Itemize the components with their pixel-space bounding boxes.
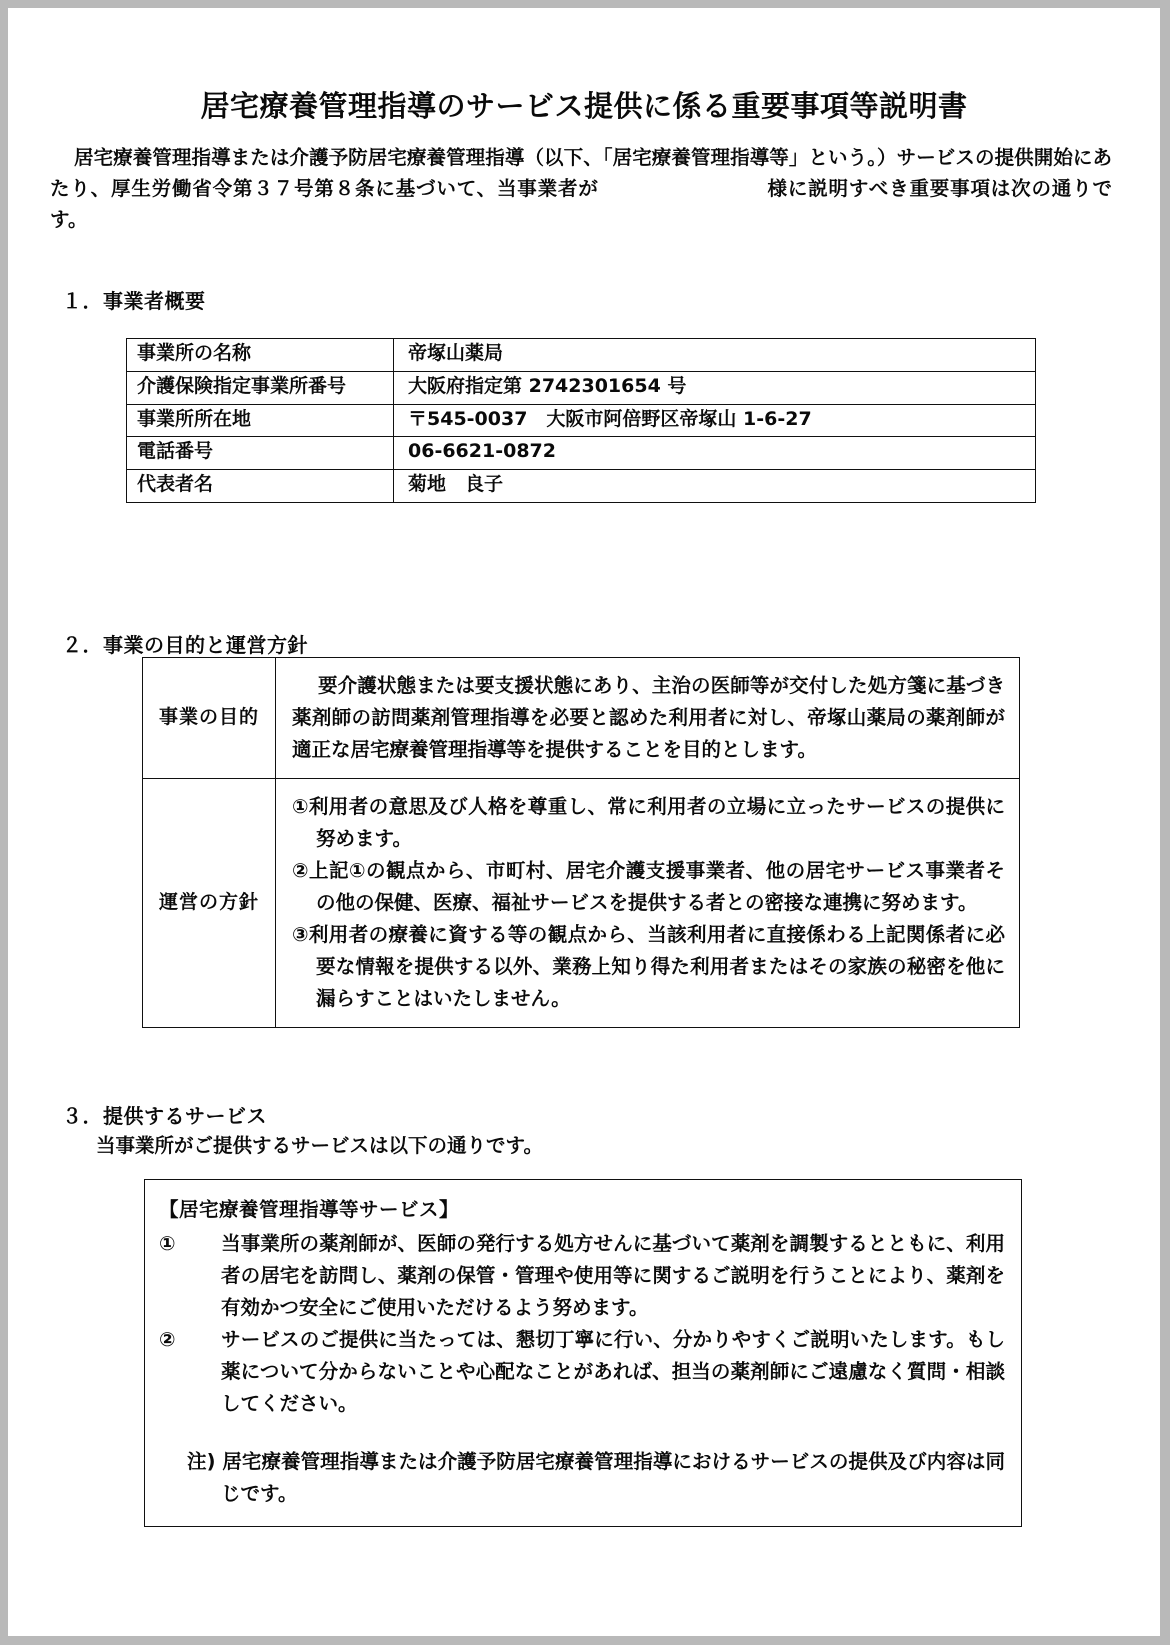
purpose-label: 事業の目的 bbox=[143, 658, 276, 779]
intro-line-1: 居宅療養管理指導または介護予防居宅療養管理指導（以下、「居宅療養管理指導等」という。）サービスの bbox=[74, 146, 995, 169]
row-label: 電話番号 bbox=[127, 437, 394, 470]
row-value: 菊地 良子 bbox=[394, 470, 1036, 503]
row-value: 帝塚山薬局 bbox=[394, 339, 1036, 372]
list-item: ②上記①の観点から、市町村、居宅介護支援事業者、他の居宅サービス事業者その他の保健、医療、福祉サービスを提供する者との密接な連携に努めます。 bbox=[292, 859, 1005, 914]
policy-value bbox=[276, 779, 1020, 1028]
services-note bbox=[159, 1446, 1005, 1510]
note-text: 居宅療養管理指導または介護予防居宅療養管理指導におけるサービスの提供及び内容は同じです。 bbox=[221, 1450, 1005, 1505]
document-page bbox=[8, 8, 1160, 1636]
services-list bbox=[159, 1228, 1005, 1420]
table-row bbox=[127, 470, 1036, 503]
intro-line-3: 重要事項は次の通りです。 bbox=[50, 177, 1112, 231]
section-3-lead: 当事業所がご提供するサービスは以下の通りです。 bbox=[96, 1134, 543, 1157]
table-row bbox=[127, 339, 1036, 372]
section-1-heading: １．事業者概要 bbox=[62, 289, 206, 313]
row-value: 〒545-0037 大阪市阿倍野区帝塚山 1-6-27 bbox=[394, 404, 1036, 437]
row-label: 代表者名 bbox=[127, 470, 394, 503]
row-label: 事業所の名称 bbox=[127, 339, 394, 372]
intro-paragraph bbox=[50, 142, 1112, 235]
purpose-policy-table bbox=[142, 657, 1020, 1028]
row-value: 06-6621-0872 bbox=[394, 437, 1036, 470]
purpose-text: 要介護状態または要支援状態にあり、主治の医師等が交付した処方箋に基づき薬剤師の訪問薬剤管理指導を必要と認めた利用者に対し、帝塚山薬局の薬剤師が適正な居宅療養管理指導等を提供することを目的とします。 bbox=[292, 674, 1005, 761]
list-item: ①利用者の意思及び人格を尊重し、常に利用者の立場に立ったサービスの提供に努めます。 bbox=[292, 795, 1005, 850]
row-value: 大阪府指定第 2742301654 号 bbox=[394, 371, 1036, 404]
scanned-content bbox=[8, 8, 1160, 1636]
policy-list bbox=[292, 791, 1005, 1015]
list-text: サービスのご提供に当たっては、懇切丁寧に行い、分かりやすくご説明いたします。もし薬について分からないことや心配なことがあれば、担当の薬剤師にご遠慮なく質問・相談してください。 bbox=[221, 1328, 1005, 1415]
list-item: ③利用者の療養に資する等の観点から、当該利用者に直接係わる上記関係者に必要な情報を提供する以外、業務上知り得た利用者またはその家族の秘密を他に漏らすことはいたしません。 bbox=[292, 923, 1005, 1010]
section-2-heading: ２．事業の目的と運営方針 bbox=[62, 633, 308, 657]
operator-overview-table bbox=[126, 338, 1036, 503]
table-row-policy bbox=[143, 779, 1020, 1028]
purpose-value bbox=[276, 658, 1020, 779]
services-box-title: 【居宅療養管理指導等サービス】 bbox=[159, 1198, 460, 1221]
list-item bbox=[159, 1324, 1005, 1420]
list-item bbox=[159, 1228, 1005, 1324]
page-title: 居宅療養管理指導のサービス提供に係る重要事項等説明書 bbox=[200, 89, 968, 123]
table-row bbox=[127, 404, 1036, 437]
table-row bbox=[127, 437, 1036, 470]
services-box bbox=[144, 1179, 1022, 1527]
list-text: 当事業所の薬剤師が、医師の発行する処方せんに基づいて薬剤を調製するとともに、利用者の居宅を訪問し、薬剤の保管・管理や使用等に関するご説明を行うことにより、薬剤を有効かつ安全にご使用いただけるよう努めます。 bbox=[221, 1232, 1005, 1319]
section-3-heading: ３．提供するサービス bbox=[62, 1104, 267, 1128]
policy-label: 運営の方針 bbox=[143, 779, 276, 1028]
table-row-purpose bbox=[143, 658, 1020, 779]
list-marker: ① bbox=[159, 1232, 176, 1255]
list-marker: ② bbox=[159, 1328, 176, 1351]
note-marker: 注) bbox=[187, 1450, 216, 1473]
intro-line-2b: 様に説明すべき bbox=[766, 177, 910, 200]
table-row bbox=[127, 371, 1036, 404]
row-label: 事業所所在地 bbox=[127, 404, 394, 437]
intro-line-2a: 提供開始にあたり、厚生労働省令第３７号第８条に基づいて、当事業者が bbox=[50, 146, 1112, 200]
row-label: 介護保険指定事業所番号 bbox=[127, 371, 394, 404]
